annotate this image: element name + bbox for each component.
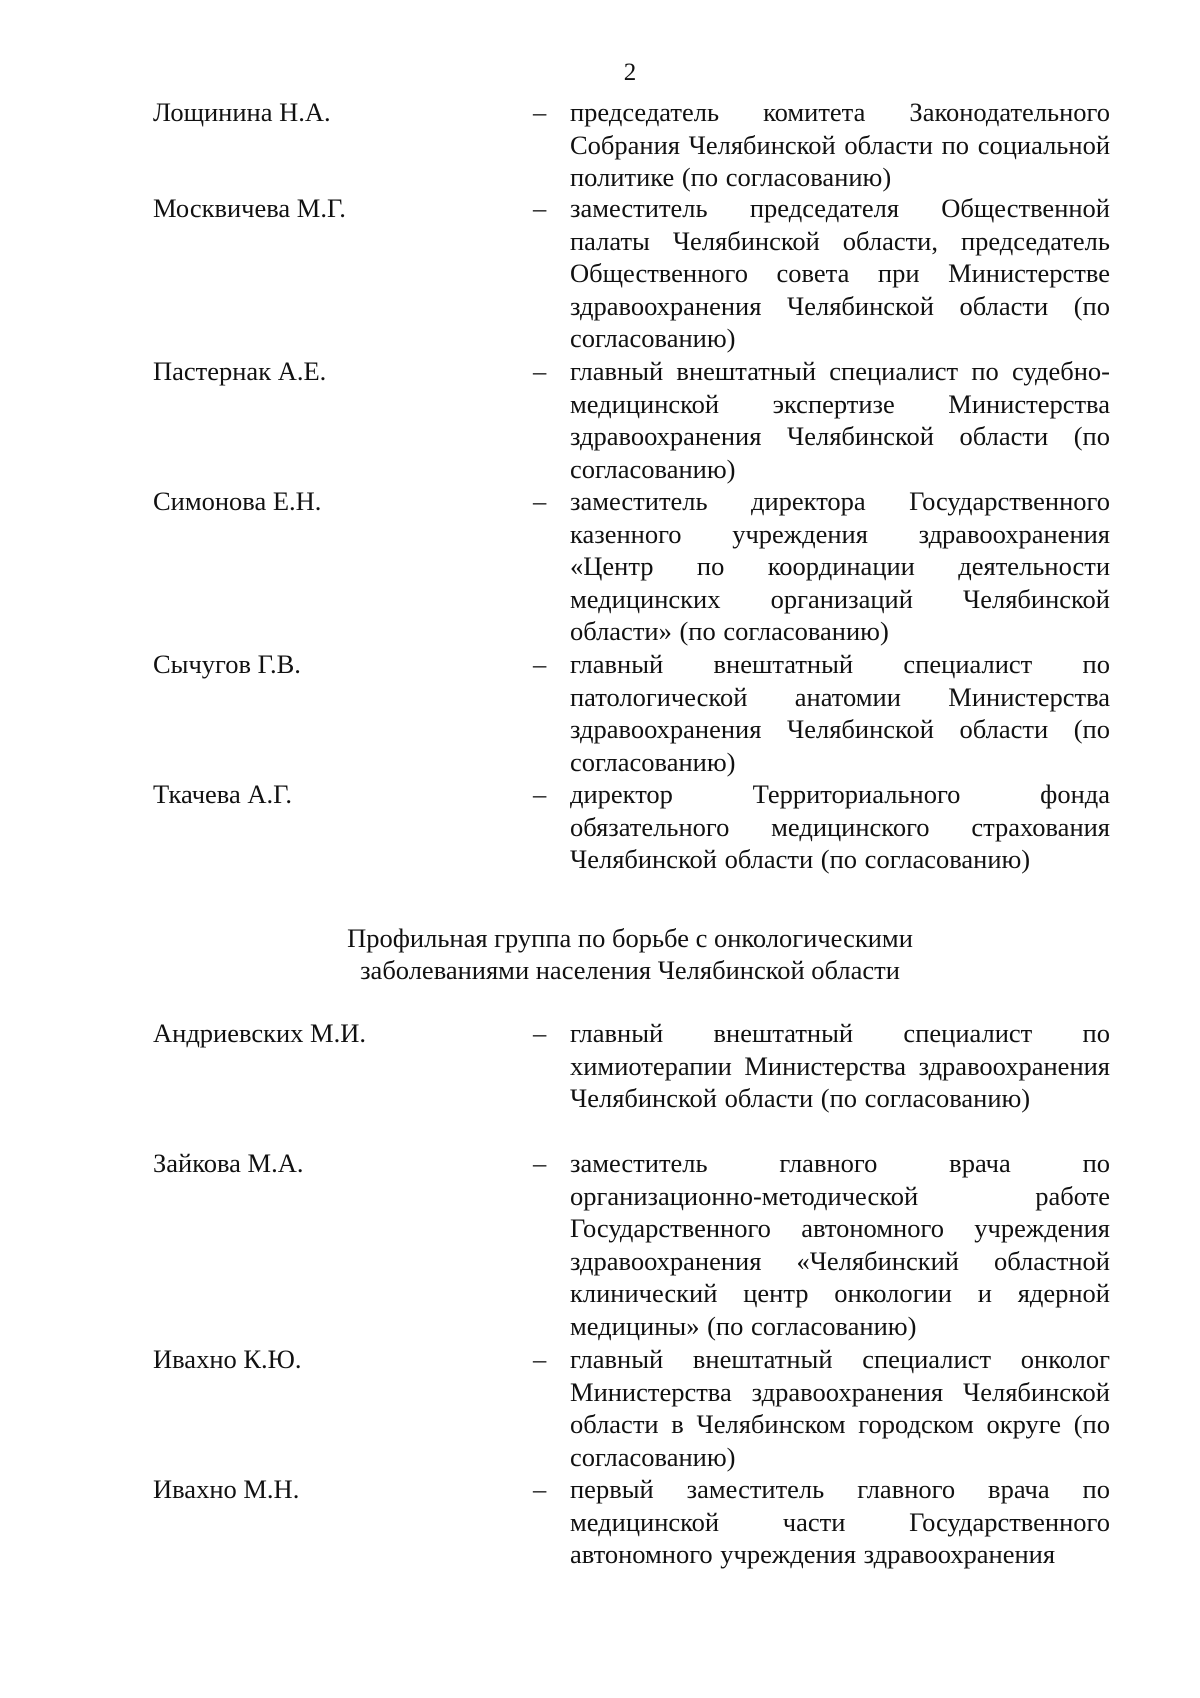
member-role: заместитель главного врача по организационно-методической работе Государственного автономного учреждения здравоохранения «Челябинский областной клинический центр онкологии и ядерной медицины» (по согласованию) (570, 1148, 1110, 1341)
oncology-group-members (153, 1017, 1110, 1571)
member-entry (153, 648, 1110, 778)
member-role: главный внештатный специалист по судебно-медицинской экспертизе Министерства здравоохранения Челябинской области (по согласованию) (570, 356, 1110, 484)
dash: – (533, 193, 547, 223)
member-entry (153, 1147, 1110, 1343)
member-name: Москвичева М.Г. (153, 193, 346, 223)
section-heading-line-1: Профильная группа по борьбе с онкологическими (347, 923, 913, 953)
member-name: Сычугов Г.В. (153, 649, 301, 679)
member-entry (153, 485, 1110, 648)
member-entry (153, 1473, 1110, 1571)
dash: – (533, 649, 547, 679)
members-list-continued (153, 96, 1110, 876)
dash: – (533, 1018, 547, 1048)
member-role: председатель комитета Законодательного Собрания Челябинской области по социальной политике (по согласованию) (570, 97, 1110, 192)
member-entry (153, 1017, 1110, 1147)
dash: – (533, 97, 547, 127)
dash: – (533, 486, 547, 516)
member-role: первый заместитель главного врача по медицинской части Государственного автономного учреждения здравоохранения (570, 1474, 1110, 1569)
member-entry (153, 96, 1110, 192)
member-role: главный внештатный специалист по патологической анатомии Министерства здравоохранения Челябинской области (по согласованию) (570, 649, 1110, 777)
member-entry (153, 192, 1110, 355)
member-role: заместитель директора Государственного казенного учреждения здравоохранения «Центр по координации деятельности медицинских организаций Челябинской области» (по согласованию) (570, 486, 1110, 646)
member-entry (153, 1343, 1110, 1473)
member-entry (153, 355, 1110, 485)
dash: – (533, 1344, 547, 1374)
member-role: заместитель председателя Общественной палаты Челябинской области, председатель Общественного совета при Министерстве здравоохранения Челябинской области (по согласованию) (570, 193, 1110, 353)
member-name: Ивахно К.Ю. (153, 1344, 302, 1374)
member-name: Лощинина Н.А. (153, 97, 331, 127)
section-heading-line-2: заболеваниями населения Челябинской области (360, 955, 900, 985)
member-name: Симонова Е.Н. (153, 486, 322, 516)
dash: – (533, 1474, 547, 1504)
member-name: Андриевских М.И. (153, 1018, 366, 1048)
member-role: главный внештатный специалист по химиотерапии Министерства здравоохранения Челябинской области (по согласованию) (570, 1018, 1110, 1113)
member-name: Пастернак А.Е. (153, 356, 327, 386)
section-heading (0, 922, 1200, 986)
dash: – (533, 356, 547, 386)
member-entry (153, 778, 1110, 876)
dash: – (533, 1148, 547, 1178)
member-role: директор Территориального фонда обязательного медицинского страхования Челябинской области (по согласованию) (570, 779, 1110, 874)
member-name: Ивахно М.Н. (153, 1474, 300, 1504)
page-number: 2 (623, 59, 637, 86)
dash: – (533, 779, 547, 809)
member-name: Зайкова М.А. (153, 1148, 304, 1178)
member-role: главный внештатный специалист онколог Министерства здравоохранения Челябинской области в Челябинском городском округе (по согласованию) (570, 1344, 1110, 1472)
member-name: Ткачева А.Г. (153, 779, 293, 809)
